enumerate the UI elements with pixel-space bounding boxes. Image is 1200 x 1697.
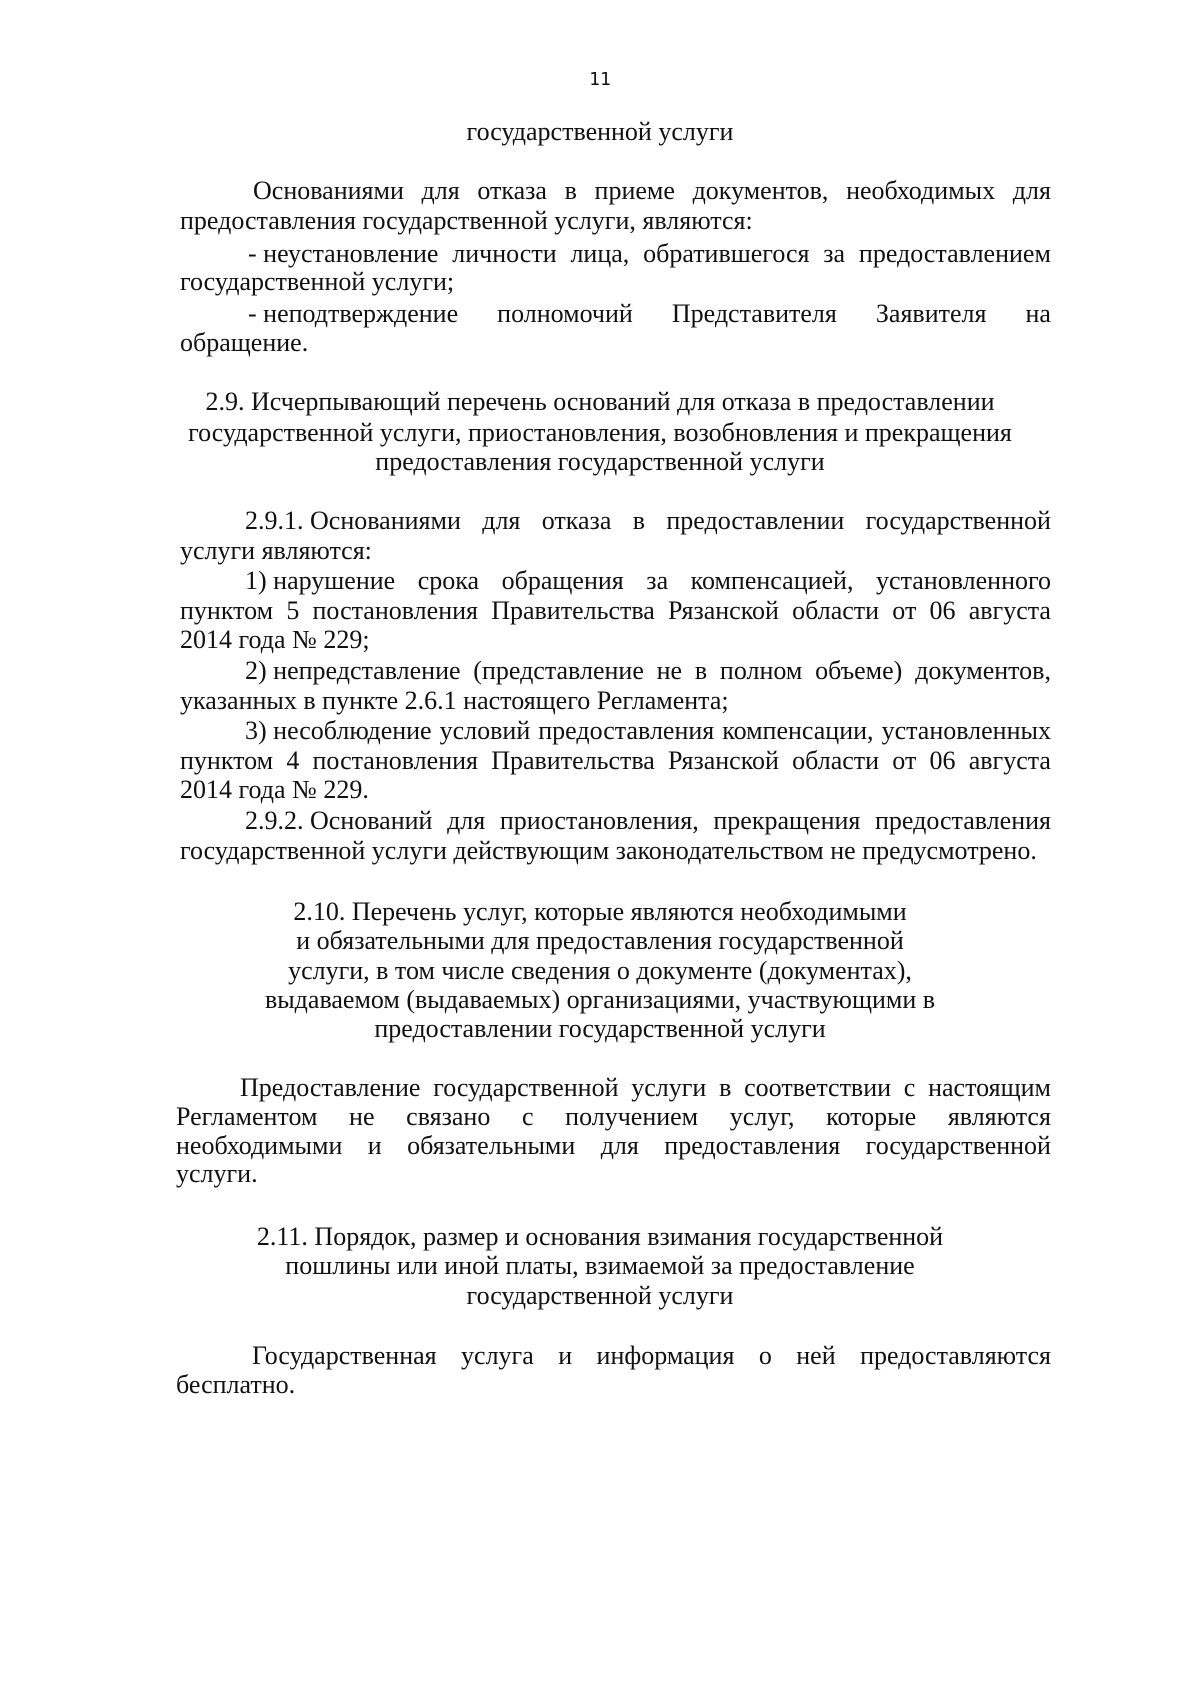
list-item-continuation: 2014 года № 229.	[180, 775, 369, 804]
word: предоставлении	[666, 506, 845, 535]
word: компенсацией,	[690, 566, 854, 595]
word: предоставления	[538, 716, 715, 745]
heading-line: предоставления государственной услуги	[375, 447, 825, 476]
list-item-continuation: государственной услуги;	[180, 267, 455, 296]
word: 3) несоблюдение	[245, 716, 432, 745]
word: не	[349, 1102, 375, 1131]
paragraph-line	[176, 1101, 1051, 1133]
word: Правительства	[491, 596, 655, 625]
heading-line: государственной услуги	[466, 1281, 734, 1310]
word: и	[558, 1341, 573, 1370]
word: компенсации,	[722, 716, 874, 745]
word: связано	[406, 1102, 491, 1131]
word: полном	[719, 656, 803, 685]
word: прекращения	[713, 806, 861, 835]
word: настоящим	[928, 1073, 1051, 1102]
word: документов,	[692, 176, 829, 205]
word: от	[892, 746, 917, 775]
word: информация	[596, 1341, 735, 1370]
paragraph-line	[252, 1340, 1051, 1372]
word: Заявителя	[875, 299, 987, 328]
list-item	[248, 298, 1051, 330]
paragraph-line	[240, 1072, 1051, 1104]
list-item-continuation: 2014 года № 229;	[180, 625, 370, 654]
heading-line: пошлины или иной платы, взимаемой за предоставление	[285, 1251, 915, 1280]
word: - неподтверждение	[248, 299, 459, 328]
word: в	[632, 506, 645, 535]
word: которые	[826, 1102, 917, 1131]
word: 2.9.1. Основаниями	[245, 506, 461, 535]
word: соответствии	[744, 1073, 892, 1102]
heading-line: 2.11. Порядок, размер и основания взимания государственной	[256, 1222, 944, 1251]
list-item	[245, 655, 1051, 687]
word: августа	[968, 746, 1051, 775]
word: 4	[286, 746, 300, 775]
heading-line: государственной услуги, приостановления, возобновления и прекращения	[188, 418, 1012, 447]
word: Представителя	[671, 299, 837, 328]
word: установленного	[876, 566, 1051, 595]
word: Предоставление	[240, 1073, 421, 1102]
word: необходимыми	[176, 1131, 343, 1160]
word: для	[482, 506, 521, 535]
word: Правительства	[491, 746, 655, 775]
word: 06	[929, 596, 956, 625]
word: Регламентом	[176, 1102, 318, 1131]
word: необходимых	[846, 176, 996, 205]
paragraph-line: предоставления государственной услуги, являются:	[180, 206, 753, 235]
word: обратившегося	[643, 239, 810, 268]
word: для	[600, 1131, 639, 1160]
paragraph-line: услуги являются:	[180, 536, 372, 565]
word: для	[447, 806, 486, 835]
word: полномочий	[497, 299, 633, 328]
word: являются	[947, 1102, 1051, 1131]
list-item-continuation: указанных в пункте 2.6.1 настоящего Регламента;	[180, 686, 729, 715]
heading-line: 2.10. Перечень услуг, которые являются необходимыми	[293, 897, 907, 926]
word: государственной	[433, 1073, 619, 1102]
word: Государственная	[252, 1341, 437, 1370]
word: для	[421, 176, 460, 205]
word: приеме	[594, 176, 675, 205]
word: (представление	[473, 656, 644, 685]
word: в	[564, 176, 577, 205]
word: постановления	[312, 596, 478, 625]
word: государственной	[865, 506, 1051, 535]
list-item-continuation: обращение.	[180, 328, 309, 357]
word: 2) непредставление	[245, 656, 461, 685]
word: постановления	[312, 746, 478, 775]
list-item-continuation	[180, 745, 1051, 777]
paragraph-line	[245, 505, 1051, 537]
list-item	[245, 715, 1051, 747]
paragraph-line: бесплатно.	[176, 1370, 296, 1399]
word: о	[758, 1341, 772, 1370]
word: ней	[796, 1341, 836, 1370]
word: 06	[929, 746, 956, 775]
word: от	[892, 596, 917, 625]
word: и	[367, 1131, 382, 1160]
word: 2.9.2. Оснований	[245, 806, 433, 835]
word: для	[1012, 176, 1051, 205]
word: лица,	[570, 239, 630, 268]
paragraph-line: услуги.	[176, 1159, 258, 1188]
list-item-continuation	[180, 595, 1051, 627]
word: приостановления,	[499, 806, 699, 835]
word: с	[903, 1073, 916, 1102]
page-number: 11	[589, 69, 611, 90]
word: области	[792, 596, 880, 625]
word: на	[1025, 299, 1051, 328]
word: за	[823, 239, 846, 268]
word: отказа	[541, 506, 612, 535]
word: 1) нарушение	[245, 566, 396, 595]
heading-line: выдаваемом (выдаваемых) организациями, участвующими в	[264, 985, 936, 1014]
word: обращения	[501, 566, 624, 595]
heading-line: 2.9. Исчерпывающий перечень оснований для отказа в предоставлении	[205, 387, 995, 416]
word: обязательными	[407, 1131, 576, 1160]
word: Рязанской	[668, 746, 779, 775]
word: установленных	[881, 716, 1051, 745]
word: объеме)	[815, 656, 903, 685]
list-item	[245, 565, 1051, 597]
word: предоставления	[875, 806, 1051, 835]
word: услуги	[631, 1073, 707, 1102]
word: не	[656, 656, 683, 685]
heading-line: предоставлении государственной услуги	[374, 1014, 826, 1043]
word: услуг,	[729, 1102, 795, 1131]
section-heading-tail: государственной услуги	[466, 117, 734, 146]
heading-line: услуги, в том числе сведения о документе (документах),	[288, 956, 912, 985]
word: 5	[286, 596, 300, 625]
word: в	[719, 1073, 732, 1102]
word: получением	[565, 1102, 699, 1131]
word: условий	[439, 716, 531, 745]
word: предоставлением	[858, 239, 1051, 268]
word: срока	[417, 566, 480, 595]
paragraph-line: государственной услуги действующим законодательством не предусмотрено.	[180, 836, 1037, 865]
paragraph-line	[176, 1130, 1051, 1162]
word: документов,	[915, 656, 1051, 685]
word: пунктом	[180, 746, 274, 775]
heading-line: и обязательными для предоставления государственной	[296, 926, 904, 955]
word: с	[521, 1102, 534, 1131]
word: Рязанской	[668, 596, 779, 625]
word: пунктом	[180, 596, 274, 625]
word: личности	[452, 239, 557, 268]
word: Основаниями	[253, 176, 404, 205]
word: - неустановление	[248, 239, 439, 268]
word: государственной	[865, 1131, 1051, 1160]
word: услуга	[461, 1341, 534, 1370]
paragraph-line	[253, 175, 1051, 207]
word: в	[694, 656, 708, 685]
paragraph-line	[245, 805, 1051, 837]
word: предоставляются	[860, 1341, 1051, 1370]
word: предоставления	[664, 1131, 841, 1160]
word: за	[646, 566, 669, 595]
word: отказа	[477, 176, 547, 205]
word: области	[792, 746, 880, 775]
word: августа	[968, 596, 1051, 625]
